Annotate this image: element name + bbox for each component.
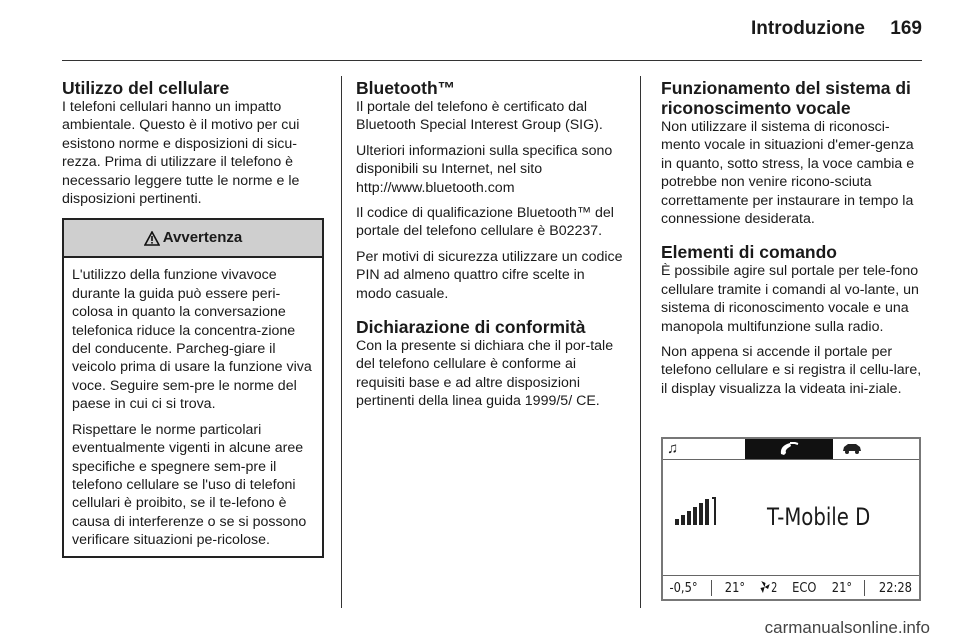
status-separator: [864, 580, 865, 596]
warning-box: [62, 218, 324, 557]
column-3: [661, 78, 923, 405]
section-heading-bluetooth: Bluetooth™: [356, 78, 456, 98]
warning-header: [64, 220, 322, 258]
phone-display-illustration: [661, 437, 921, 601]
watermark: carmanualsonline.info: [764, 618, 930, 637]
climate-mode: ECO: [792, 579, 817, 596]
page-number: 169: [890, 18, 922, 39]
section-heading-elementi: Elementi di comando: [661, 242, 837, 263]
warning-title: Avvertenza: [162, 229, 243, 247]
clock: 22:28: [878, 579, 913, 596]
warning-paragraph: L'utilizzo della funzione vivavoce durante la guida può essere peri-colosa in quanto la conversazione telefonica riduce la concentra-zione del conducente. Parcheg-giare il veicolo prima di usare la funzione viva voce. Seguire sem-pre le norme del paese in cui ci si trova.: [72, 267, 312, 413]
warning-body: [64, 258, 322, 555]
network-name: T-Mobile D: [767, 503, 871, 531]
right-temperature: 21°: [831, 579, 852, 596]
header-rule: [62, 60, 922, 61]
outside-temperature: -0,5°: [669, 579, 698, 596]
section-heading-riconoscimento: Funzionamento del sistema di riconoscimento vocale: [661, 78, 911, 118]
paragraph: Per motivi di sicurezza utilizzare un codice PIN ad almeno quattro cifre scelte in modo casuale.: [356, 248, 623, 302]
column-1: [62, 78, 328, 558]
section-heading-cellulare: Utilizzo del cellulare: [62, 78, 230, 98]
column-divider: [640, 76, 641, 608]
paragraph: Il codice di qualificazione Bluetooth™ del portale del telefono cellulare è B02237.: [356, 205, 614, 240]
warning-paragraph: Rispettare le norme particolari eventualmente vigenti in alcune aree specifiche e spegnere sem-pre il telefono cellulare se l'uso di telefoni cellulari è proibito, se il te-lefono è causa di interferenze o se si possono verificare situazioni pe-ricolose.: [72, 421, 307, 549]
page-header-title: Introduzione: [751, 18, 865, 39]
status-separator: [711, 580, 712, 596]
column-divider: [341, 76, 342, 608]
fan-level: 2: [771, 579, 778, 596]
car-icon: [841, 441, 863, 455]
section-heading-conformita: Dichiarazione di conformità: [356, 317, 586, 338]
paragraph: Non utilizzare il sistema di riconosci-mento vocale in situazioni d'emer-genza in quanto, sotto stress, la voce cambia e potrebbe non venire ricono-sciuta correttamente per instaurare in tempo la connessione desiderata.: [661, 119, 915, 228]
paragraph: Ulteriori informazioni sulla specifica sono disponibili su Internet, nel sito http://www.bluetooth.com: [356, 142, 613, 196]
signal-strength-icon: [675, 497, 727, 527]
display-tab-bar: [663, 439, 919, 460]
paragraph: I telefoni cellulari hanno un impatto ambientale. Questo è il motivo per cui esistono norme e disposizioni di sicu-rezza. Prima di utilizzare il telefono è necessario leggere tutte le norme e le disposizioni pertinenti.: [62, 99, 300, 208]
paragraph: Il portale del telefono è certificato dal Bluetooth Special Interest Group (SIG).: [356, 99, 603, 134]
paragraph: Non appena si accende il portale per telefono cellulare e si registra il cellu-lare, il display visualizza la videata ini-ziale.: [661, 344, 922, 397]
phone-tab: [745, 439, 833, 459]
left-temperature: 21°: [724, 579, 745, 596]
column-2: [356, 78, 624, 418]
music-note-icon: ♫: [667, 440, 679, 457]
paragraph: È possibile agire sul portale per tele-fono cellulare tramite i comandi al vo-lante, un sistema di riconoscimento vocale e una manopola multifunzione sulla radio.: [661, 263, 919, 335]
paragraph: Con la presente si dichiara che il por-tale del telefono cellulare è conforme ai requisiti base e ad altre disposizioni pertinenti della linea guida 1999/5/ CE.: [356, 338, 614, 410]
phone-handset-icon: [778, 442, 800, 456]
display-status-bar: [663, 575, 919, 599]
warning-triangle-icon: [144, 231, 160, 246]
fan-status: [759, 580, 778, 596]
fan-icon: [759, 580, 771, 594]
